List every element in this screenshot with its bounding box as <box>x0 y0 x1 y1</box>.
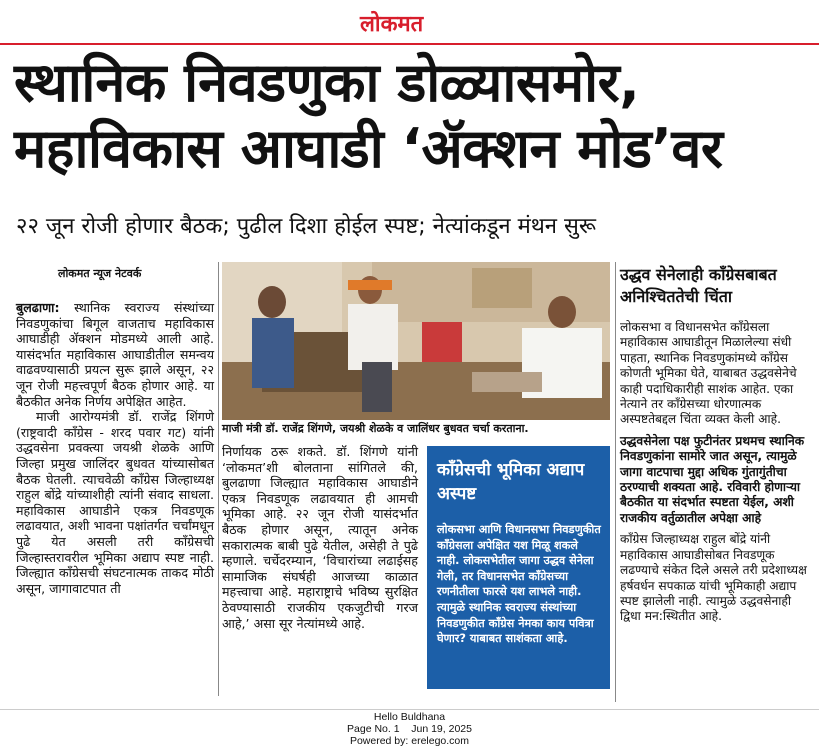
photo-caption: माजी मंत्री डॉ. राजेंद्र शिंगणे, जयश्री शेळके व जालिंधर बुधवत चर्चा करताना. <box>222 422 529 435</box>
footer <box>0 711 819 747</box>
footer-page-line <box>0 723 819 735</box>
footer-edition: Hello Buldhana <box>373 711 446 723</box>
sidebar-body: लोकसभा आणि विधानसभा निवडणुकीत काँग्रेसला अपेक्षित यश मिळू शकले नाही. लोकसभेतील जागा उद्धव सेनेला गेली, तर विधानसभेत काँग्रेसच्या रणनीतीला फारसे यश लाभले नाही. त्यामुळे स्थानिक स्वराज्य संस्थांच्या निवडणुकीत काँग्रेस नेमका काय पवित्रा घेणार? याबाबत साशंकता आहे. <box>437 523 601 646</box>
footer-powered[interactable]: Powered by: erelego.com <box>349 735 470 747</box>
article-column-2 <box>222 444 418 631</box>
footer-page: Page No. 1 <box>347 723 400 735</box>
column-divider <box>218 262 219 696</box>
side-story-paragraph-1: लोकसभा व विधानसभेत काँग्रेसला महाविकास आघाडीतून मिळालेल्या संधी पाहता, स्थानिक निवडणुकांमध्ये काँग्रेस कोणती भूमिका घेते, याबाबत उद्धवसेनेचे काही पदाधिकारीही साशंक आहेत. एका नेत्याने तर काँग्रेसच्या धोरणात्मक अस्पष्टतेबद्दल चिंता व्यक्त केली आहे. <box>620 320 797 427</box>
footer-rule <box>0 709 819 710</box>
meeting-photo-illustration <box>222 262 610 420</box>
lokmat-logo[interactable]: लोकमत <box>360 12 424 37</box>
article-lead: स्थानिक स्वराज्य संस्थांच्या निवडणुकांचा बिगूल वाजताच महाविकास आघाडीही ॲक्शन मोडमध्ये आली आहे. यासंदर्भात महाविकास आघाडीतील समन्वय वाढवण्यासाठी प्रयत्न सुरू झाले असून, २२ जून रोजी महत्त्वपूर्ण बैठक होणार आहे. या बैठकीत अनेक निर्णय अपेक्षित आहेत. <box>16 300 214 409</box>
article-column-1 <box>16 300 214 596</box>
sidebar-title: काँग्रेसची भूमिका अद्याप अस्पष्ट <box>437 460 585 504</box>
dateline: बुलढाणा: <box>16 300 60 315</box>
side-story-paragraph-3: काँग्रेस जिल्हाध्यक्ष राहुल बोंद्रे यांनी महाविकास आघाडीसोबत निवडणूक लढण्याचे संकेत दिले असले तरी प्रदेशाध्यक्ष हर्षवर्धन सपकाळ यांची भूमिकाही अद्याप स्पष्ट झालेली नाही. त्यामुळे उद्धवसेनाही द्विधा मन:स्थितीत आहे. <box>620 532 807 624</box>
deck: २२ जून रोजी होणार बैठक; पुढील दिशा होईल स्पष्ट; नेत्यांकडून मंथन सुरू <box>16 214 596 239</box>
side-story-paragraph-2: उद्धवसेनेला पक्ष फुटीनंतर प्रथमच स्थानिक निवडणुकांना सामोरे जात असून, त्यामुळे जागा वाटपाचा मुद्दा अधिक गुंतागुंतीचा ठरण्याची शक्यता आहे. रविवारी होणाऱ्या बैठकीत या संदर्भात स्पष्टता येईल, अशी राजकीय वर्तुळातील अपेक्षा आहे <box>620 433 805 525</box>
side-story-column <box>620 320 810 631</box>
side-story-title: उद्धव सेनेलाही काँग्रेसबाबत अनिश्चिततेची चिंता <box>620 265 777 306</box>
article-paragraph-3: निर्णायक ठरू शकते. डॉ. शिंगणे यांनी ‘लोकमत’शी बोलताना सांगितले की, बुलढाणा जिल्ह्यात महाविकास आघाडीने एकत्र निवडणूक लढावयात ही आमची भूमिका आहे. २२ जून रोजी यासंदर्भात बैठक होणार असून, त्यातून अनेक सकारात्मक बाबी पुढे येतील, असेही ते पुढे म्हणाले. चर्चेदरम्यान, ‘विचारांच्या लढाईसह सामाजिक संघर्षही आजच्या काळात महत्त्वाचा आहे. महाराष्ट्राचे भविष्य सुरक्षित ठेवण्यासाठी राजकीय एकजुटीची गरज आहे,’ असा सूर नेत्यांमध्ये आहे. <box>222 444 418 631</box>
masthead-rule <box>0 43 819 45</box>
news-photo <box>222 262 610 420</box>
sidebar-box <box>427 446 610 689</box>
article-paragraph-2: माजी आरोग्यमंत्री डॉ. राजेंद्र शिंगणे (राष्ट्रवादी काँग्रेस - शरद पवार गट) यांनी उद्धवसेना प्रवक्त्या जयश्री शेळके आणि जिल्हा प्रमुख जालिंदर बुधवत यांच्यासोबत बैठक घेतली. त्याचवेळी काँग्रेस जिल्हाध्यक्ष राहुल बोंद्रे यांच्याशीही त्यांनी संवाद साधला. महाविकास आघाडीने एकत्र निवडणूक लढावयात, अशी भावना पक्षांतर्गत चर्चांमधून पुढे येत असली तरी काँग्रेसची जिल्हास्तरावरील भूमिका अद्याप स्पष्ट नाही. जिल्ह्यात काँग्रेसची संघटनात्मक ताकद मोठी असून, जागावाटपात ती <box>16 409 214 596</box>
masthead <box>0 0 819 44</box>
article-paragraph-1 <box>16 300 214 409</box>
byline: लोकमत न्यूज नेटवर्क <box>58 267 142 280</box>
footer-date: Jun 19, 2025 <box>411 723 472 735</box>
headline: स्थानिक निवडणुका डोळ्यासमोर, महाविकास आघाडी ‘ॲक्शन मोड’वर <box>14 51 723 180</box>
column-divider-right <box>615 262 616 702</box>
